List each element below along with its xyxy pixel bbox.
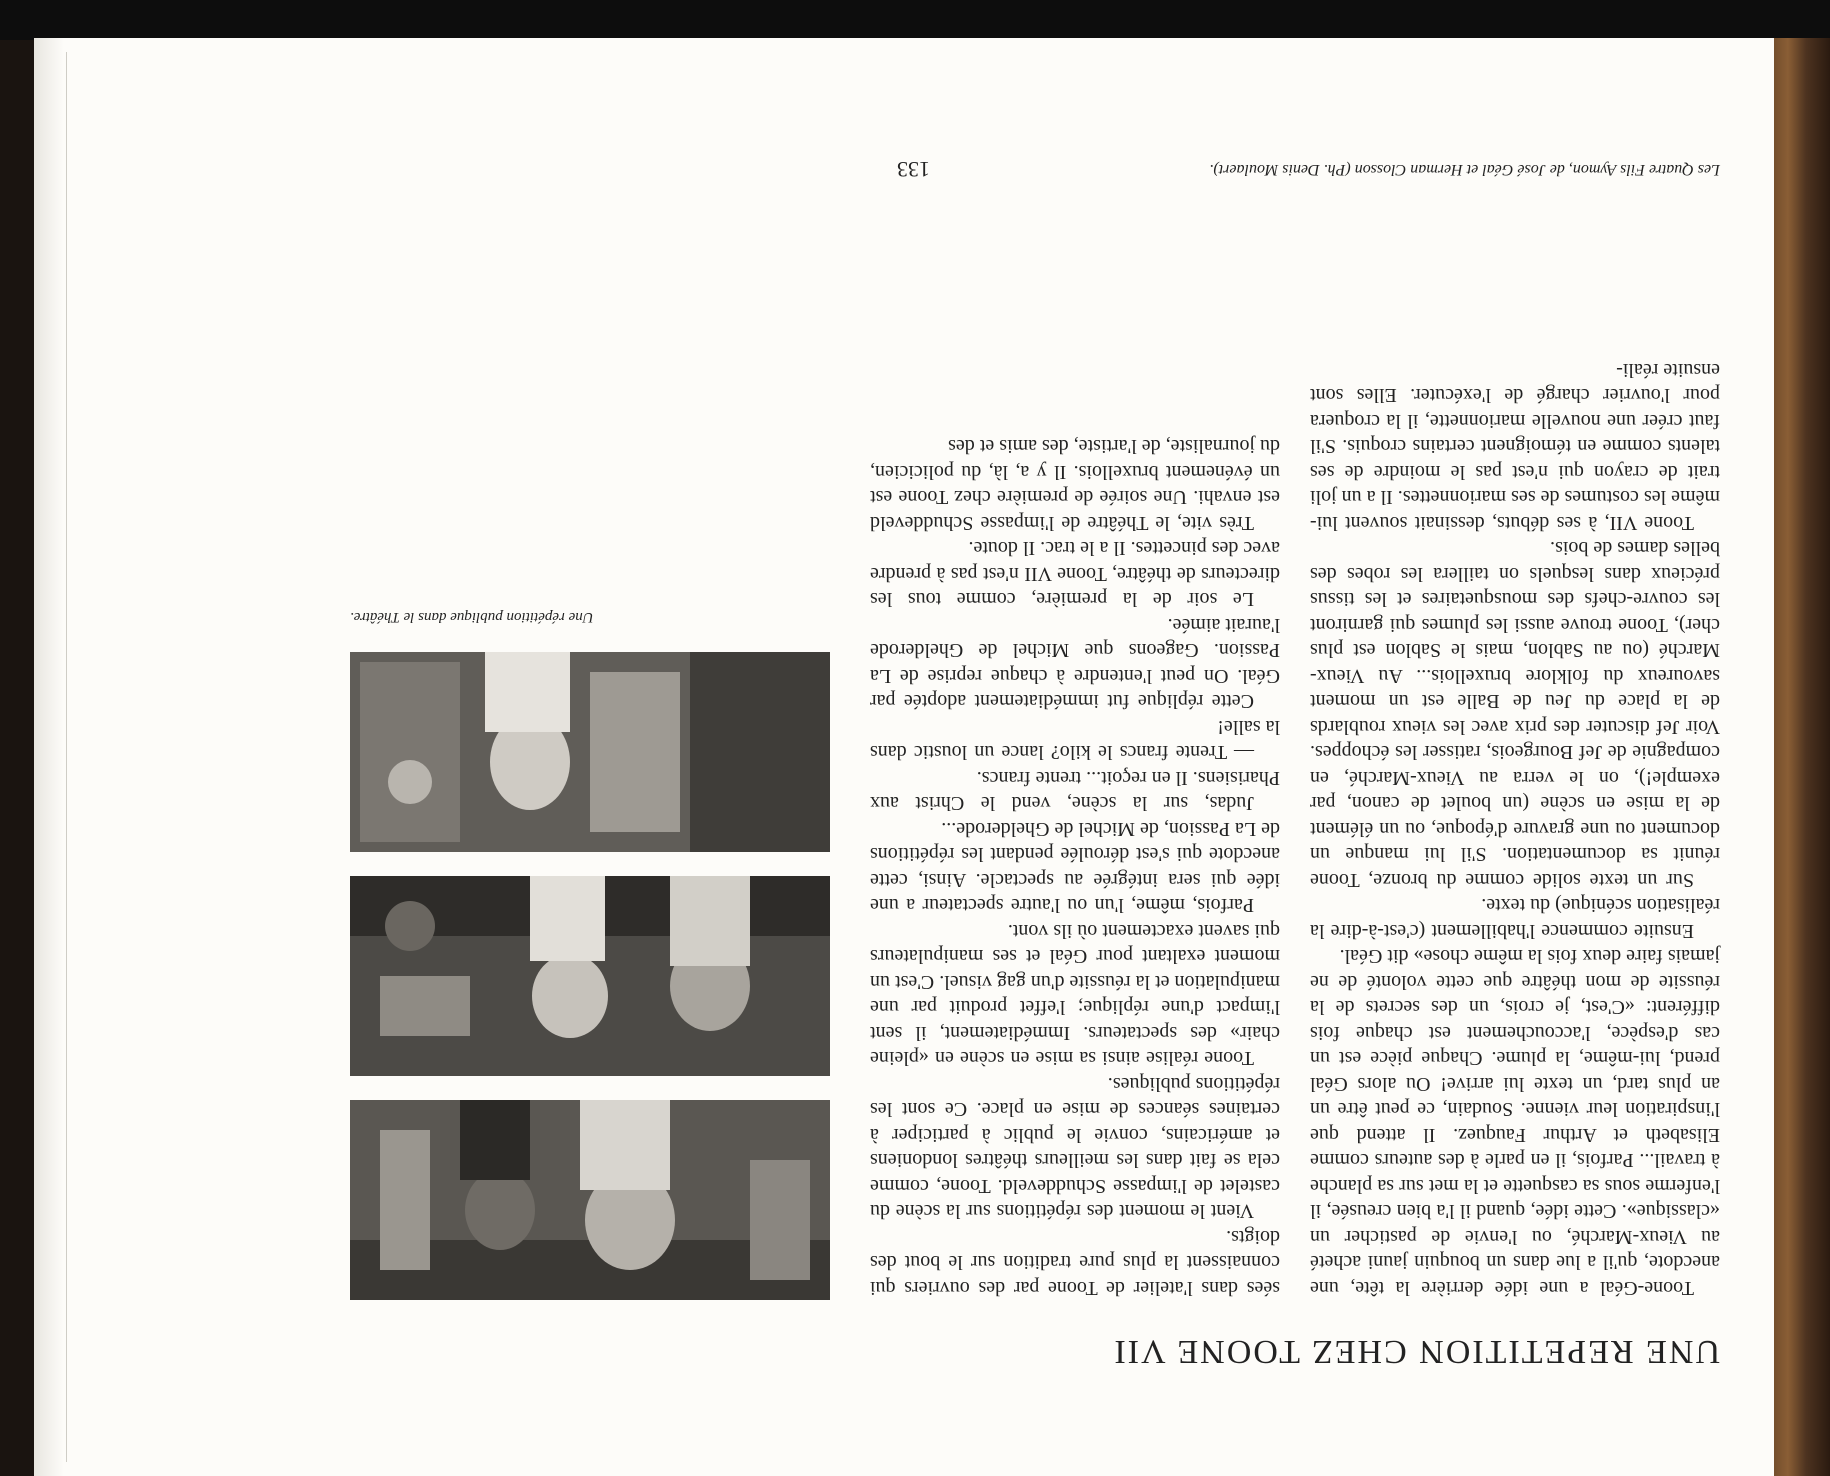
- photo-rehearsal-1: [350, 1100, 830, 1300]
- page-gutter: [34, 38, 64, 1476]
- page-number: 133: [897, 157, 930, 182]
- figure-caption: Les Quatre Fils Aymon, de José Géal et Herman Closson (Ph. Denis Moulaert).: [1209, 161, 1720, 178]
- photo-rehearsal-3: [350, 652, 830, 852]
- paragraph: Vient le moment des répétitions sur la scène du castelet de l'impasse Schuddeveld. Toone, comme cela se fait dans les meilleurs théâtres londoniens et américains, convie le public à participer à certaines séances de mise en place. Ce sont les répétitions publiques.: [870, 1073, 1280, 1223]
- page-content-rotated: [80, 60, 1760, 1440]
- paragraph: Sur un texte solide comme du bronze, Toone réunit sa documentation. S'il lui manque un document ou une gravure d'époque, ou un élément de la mise en scène (un boulet de canon, par exemple!), on le verra au Vieux-Marché, en compagnie de Jef Bourgeois, ratisser les échoppes. Voir Jef discuter des prix avec les vieux roublards de la place du Jeu de Balle est un moment savoureux du folklore bruxellois... Au Vieux-Marché (ou au Sablon, mais le Sablon est plus cher), Toone trouve aussi les plumes qui garniront les couvre-chefs des mousquetaires et les tissus précieux dans lesquels on taillera les robes des belles dames de bois.: [1310, 537, 1720, 891]
- text-column-1: [1310, 357, 1720, 1301]
- paragraph: Parfois, même, l'un ou l'autre spectateur a une idée qui sera intégrée au spectacle. Ainsi, cette anecdote qui s'est déroulée pendant les répétitions de La Passion, de Michel de Ghelderode...: [870, 818, 1280, 917]
- text-column-2: [870, 433, 1280, 1300]
- scanner-top-edge: [0, 0, 1830, 40]
- paragraph: sées dans l'atelier de Toone par des ouvriers qui connaissent la plus pure tradition sur le bout des doigts.: [870, 1226, 1280, 1299]
- photo-caption: Une répétition publique dans le Théâtre.: [350, 609, 594, 625]
- paragraph: Très vite, le Théâtre de l'impasse Schuddeveld est envahi. Une soirée de première chez Toone est un événement bruxellois. Il y a, là, du policicien, du journaliste, de l'artiste, des amis et des: [870, 435, 1280, 534]
- paragraph: Le soir de la première, comme tous les directeurs de théâtre, Toone VII n'est pas à prendre avec des pincettes. Il a le trac. Il doute.: [870, 537, 1280, 611]
- gutter-rule: [66, 52, 67, 1462]
- paragraph: Toone-Géal a une idée derrière la tête, une anecdote, qu'il a lue dans un bouquin jauni acheté au Vieux-Marché, ou l'envie de pasticher un «classique». Cette idée, quand il l'a bien creusée, il l'enferme sous sa casquette et la met sur sa planche à travail... Parfois, il en parle à des auteurs comme Elisabeth et Arthur Fauquez. Il attend que l'inspiration leur vienne. Soudain, ce peut être un an plus tard, un texte lui arrive! Ou alors Géal prend, lui-même, la plume. Chaque pièce est un cas d'espèce, l'accouchement est chaque fois différent: «C'est, je crois, un des secrets de la réussite de mon théâtre que cette volonté de ne jamais faire deux fois la même chose» dit Géal.: [1310, 945, 1720, 1299]
- paragraph: Ensuite commence l'habillement (c'est-à-dire la réalisation scénique) du texte.: [1310, 894, 1720, 942]
- page-title: UNE REPETITION CHEZ TOONE VII: [1112, 1333, 1720, 1370]
- paragraph: Toone réalise ainsi sa mise en scène en «pleine chair» des spectateurs. Immédiatement, il sent l'impact d'une réplique; l'effet produit par une manipulation et la réussite d'un gag visuel. C'est un moment exaltant pour Géal et ses manipulateurs qui savent exactement où ils vont.: [870, 920, 1280, 1070]
- paragraph: Judas, sur la scène, vend le Christ aux Pharisiens. Il en reçoit... trente francs.: [870, 767, 1280, 815]
- scanner-right-edge: [1770, 38, 1830, 1476]
- photo-rehearsal-2: [350, 876, 830, 1076]
- paragraph: — Trente francs le kilo? lance un loustic dans la salle!: [870, 716, 1280, 764]
- paragraph: Cette réplique fut immédiatement adoptée par Géal. On peut l'entendre à chaque reprise de La Passion. Gageons que Michel de Ghelderode l'aurait aimée.: [870, 614, 1280, 713]
- paragraph: Toone VII, à ses débuts, dessinait souvent lui-même les costumes de ses marionnettes. Il a un joli trait de crayon qui n'est pas le moindre de ses talents comme en témoignent certains croquis. S'il faut créer une nouvelle marionnette, il la croquera pour l'ouvrier chargé de l'exécuter. Elles sont ensuite réali-: [1310, 359, 1720, 534]
- photo-strip: [110, 640, 830, 1300]
